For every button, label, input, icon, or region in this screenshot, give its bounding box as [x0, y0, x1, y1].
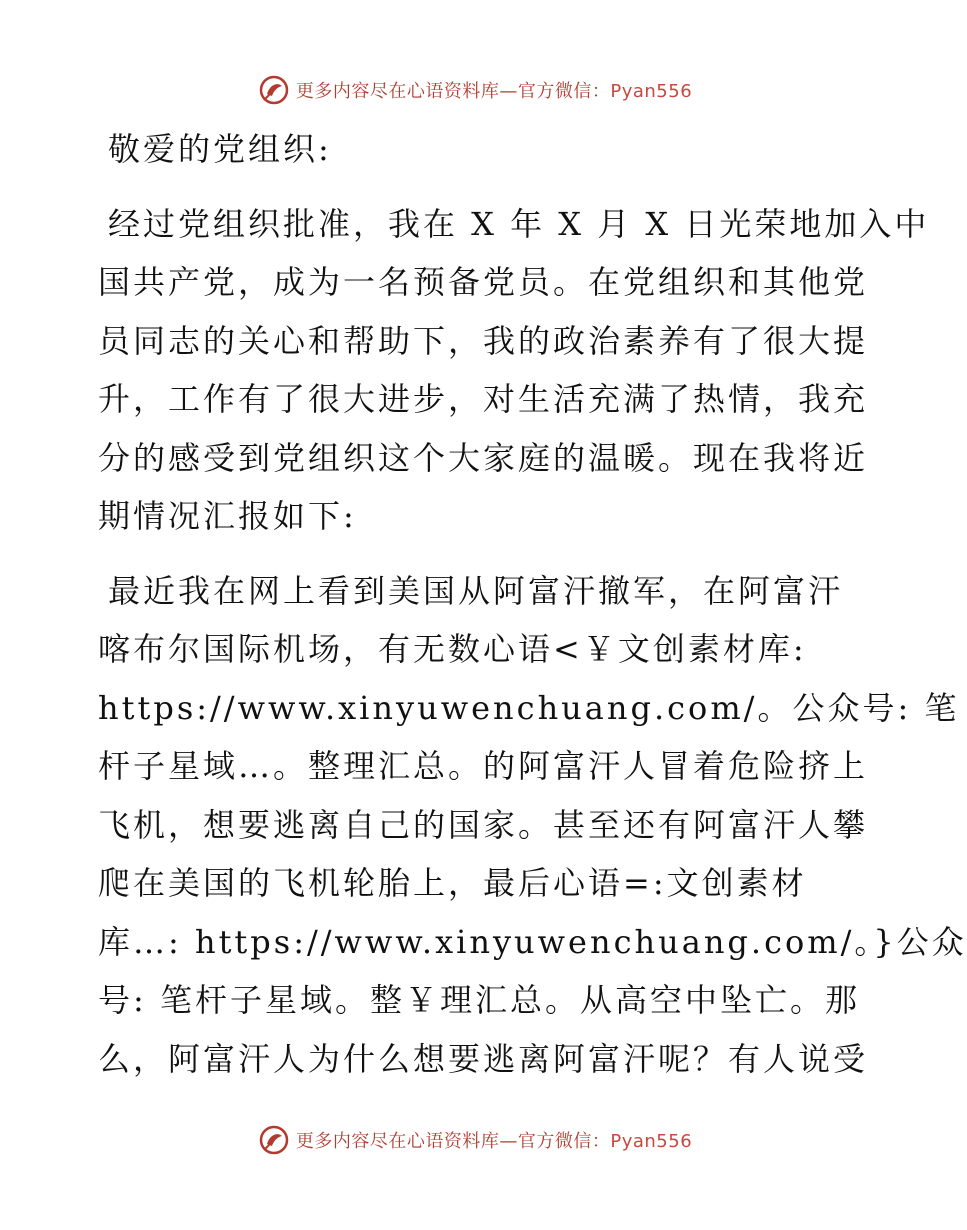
- wechat-id: Pyan556: [610, 81, 693, 102]
- paragraph-line: 库…: https://www.xinyuwenchuang.com/。}公众: [98, 922, 967, 961]
- brand-logo-icon: [258, 74, 290, 106]
- header-watermark-banner: [0, 70, 950, 110]
- paragraph-line: https://www.xinyuwenchuang.com/。公众号: 笔: [98, 688, 960, 727]
- paragraph-line: 升，工作有了很大进步，对生活充满了热情，我充: [98, 380, 869, 418]
- paragraph-line: 员同志的关心和帮助下，我的政治素养有了很大提: [98, 321, 869, 360]
- paragraph-line: 国共产党，成为一名预备党员。在党组织和其他党: [98, 263, 869, 301]
- paragraph-line: 最近我在网上看到美国从阿富汗撤军，在阿富汗: [108, 571, 844, 610]
- paragraph-line: 分的感受到党组织这个大家庭的温暖。现在我将近: [98, 438, 869, 477]
- paragraph-line: 号: 笔杆子星域。整￥理汇总。从高空中坠亡。那: [98, 981, 860, 1019]
- document-body: [98, 120, 967, 1088]
- paragraph-line: 期情况汇报如下:: [98, 497, 357, 535]
- paragraph-line: 喀布尔国际机场，有无数心语<￥文创素材库:: [98, 630, 807, 668]
- paragraph-line: 经过党组织批准，我在 X 年 X 月 X 日光荣地加入中: [108, 204, 930, 243]
- paragraph-line: 爬在美国的飞机轮胎上，最后心语=:文创素材: [98, 864, 807, 902]
- brand-logo-icon: [258, 1124, 290, 1156]
- footer-watermark-banner: [0, 1120, 950, 1160]
- watermark-text: 更多内容尽在心语资料库—官方微信：Pyan556: [295, 1131, 693, 1152]
- watermark-text: 更多内容尽在心语资料库—官方微信：Pyan556: [295, 81, 693, 102]
- salutation: 敬爱的党组织:: [108, 130, 332, 168]
- paragraph-line: 么，阿富汗人为什么想要逃离阿富汗呢？有人说受: [98, 1039, 869, 1078]
- wechat-id: Pyan556: [610, 1131, 693, 1152]
- paragraph-line: 杆子星域…。整理汇总。的阿富汗人冒着危险挤上: [98, 747, 869, 785]
- paragraph-line: 飞机，想要逃离自己的国家。甚至还有阿富汗人攀: [98, 805, 869, 844]
